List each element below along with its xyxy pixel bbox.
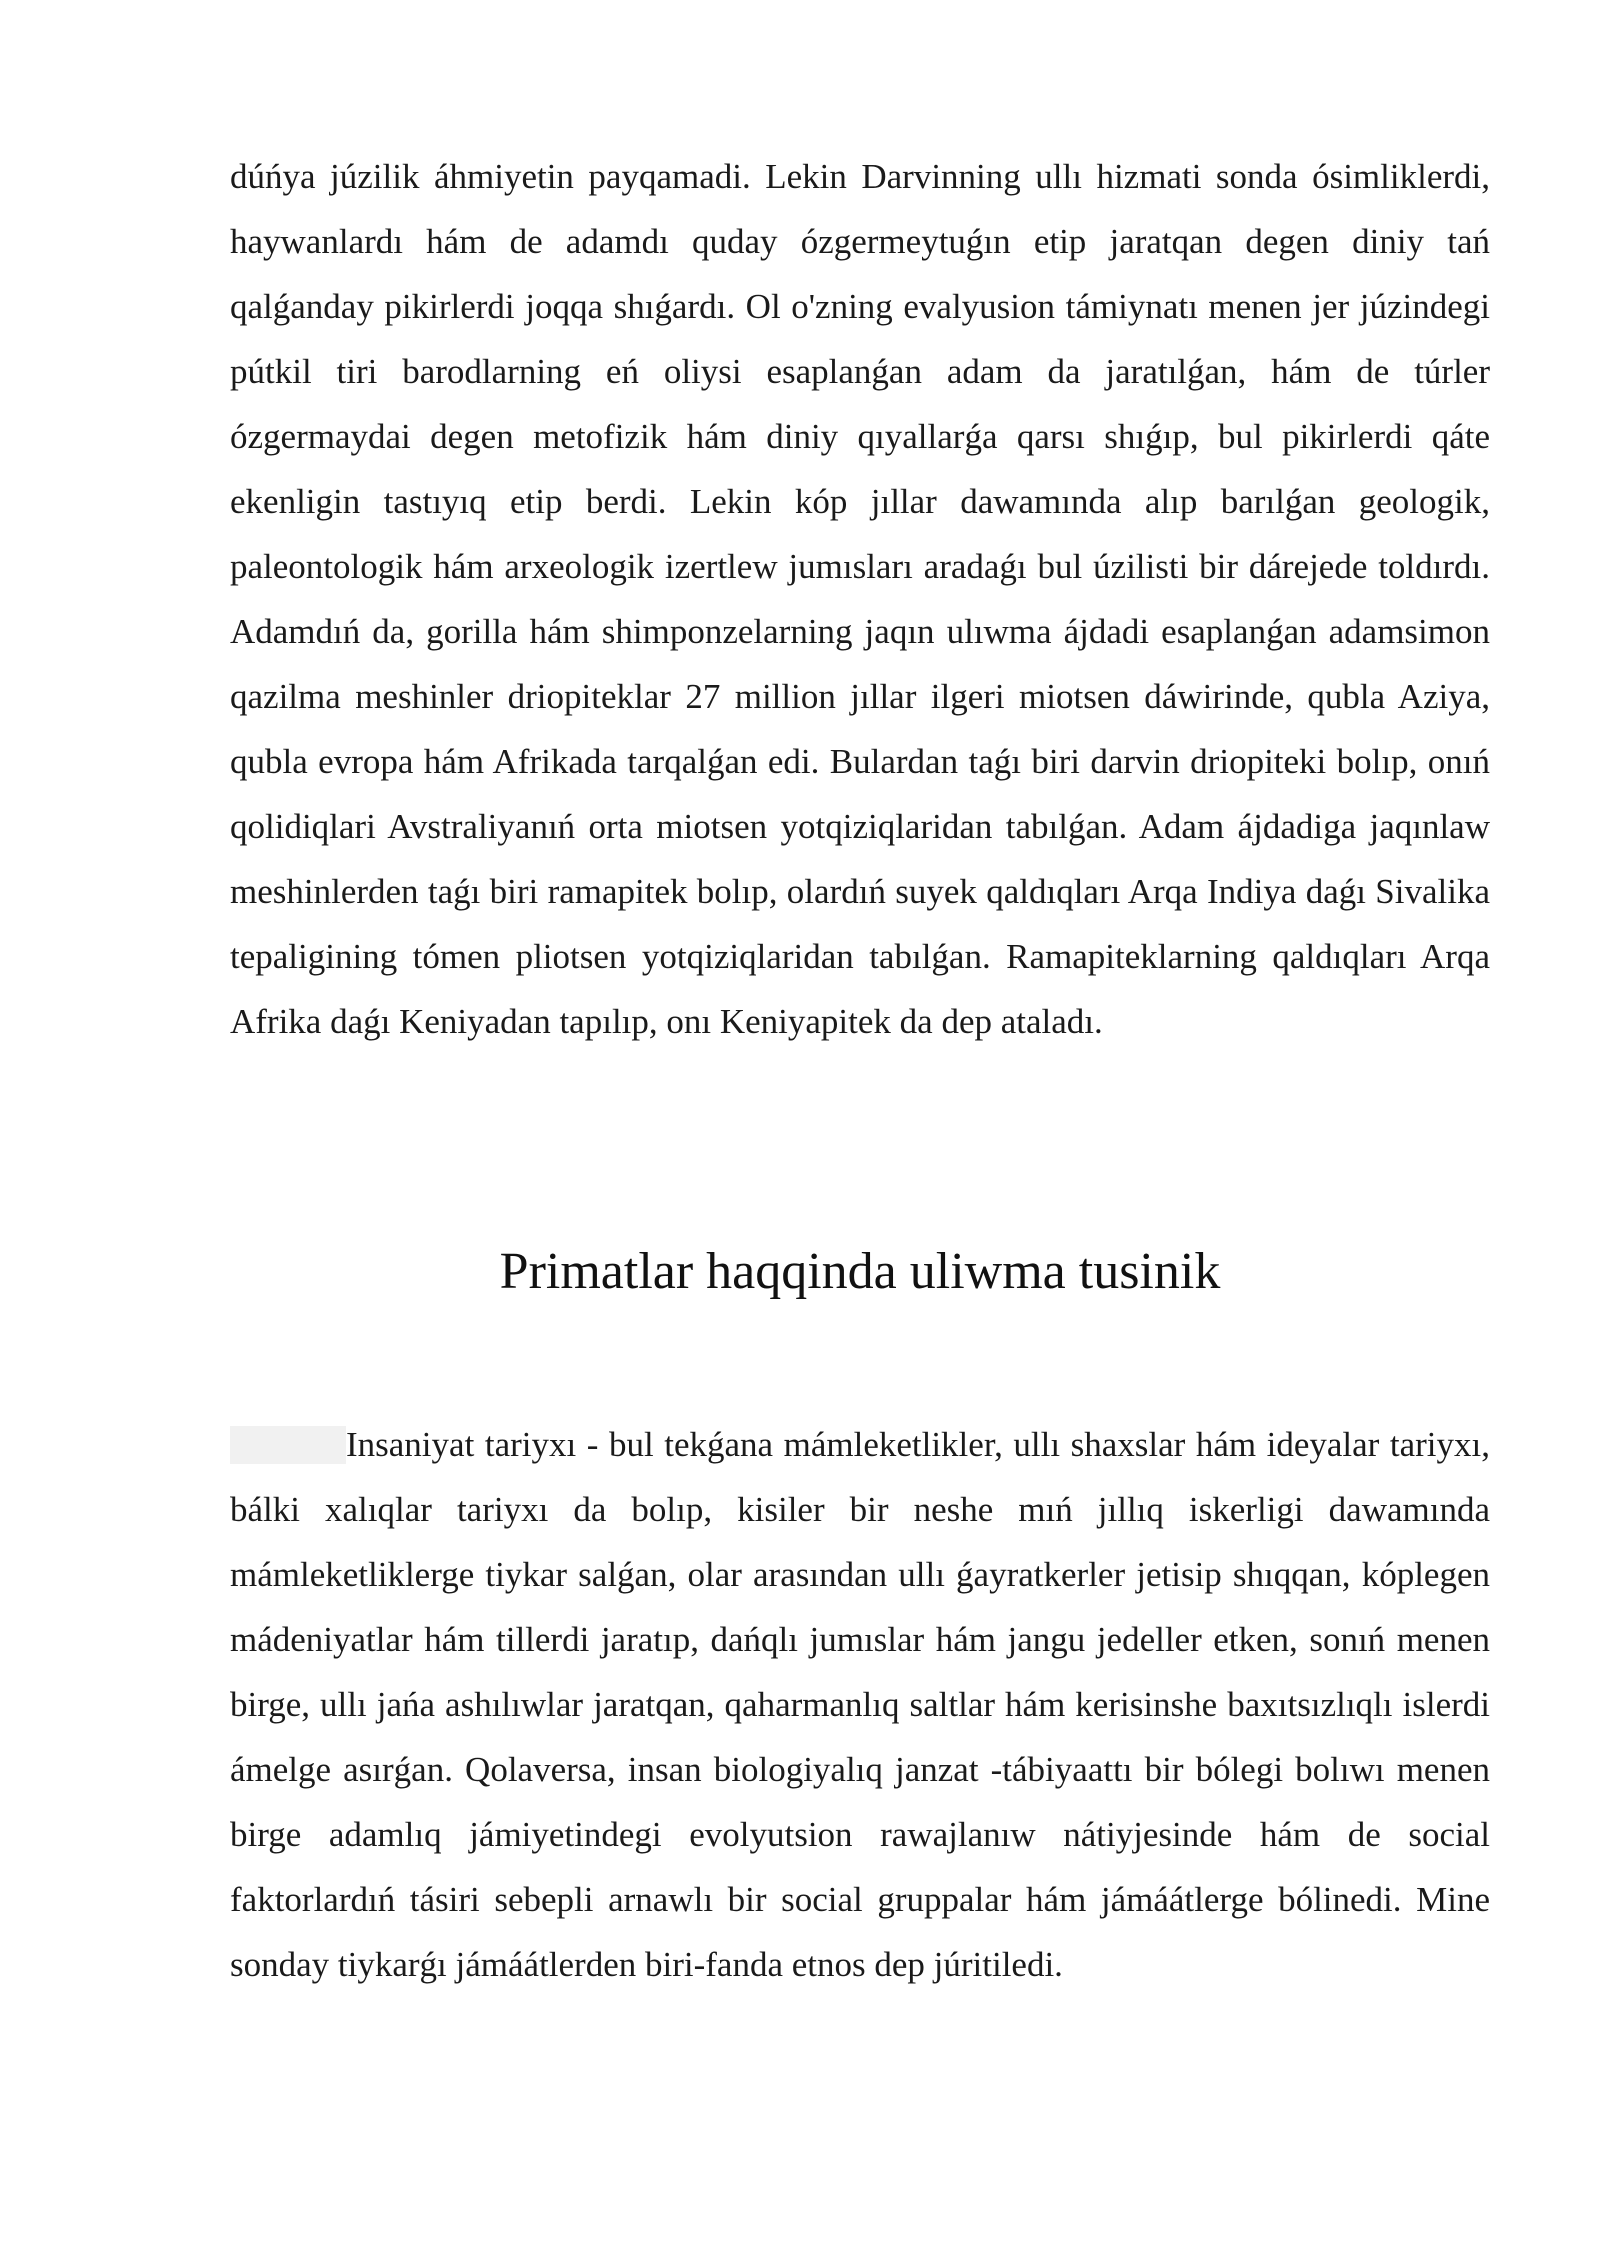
body-paragraph-2-text: Insaniyat tariyxı - bul tekǵana mámleketlikler, ullı shaxslar hám ideyalar tariyxı, bálki xalıqlar tariyxı da bolıp, kisiler bir neshe mıń jıllıq iskerligi dawamında mámleketliklerge tiykar salǵan, olar arasından ullı ǵayratkerler jetisip shıqqan, kóplegen mádeniyatlar hám tillerdi jaratıp, dańqlı jumıslar hám jangu jedeller etken, sonıń menen birge, ullı jańa ashılıwlar jaratqan, qaharmanlıq saltlar hám kerisinshe baxıtsızlıqlı islerdi ámelge asırǵan. Qolaversa, insan biologiyalıq janzat -tábiyaattı bir bólegi bolıwı menen birge adamlıq jámiyetindegi evolyutsion rawajlanıw nátiyjesinde hám de social faktorlardıń tásiri sebepli arnawlı bir social gruppalar hám jámáátlerge bólinedi. Mine sonday tiykarǵı jámáátlerden biri-fanda etnos dep júritiledi.	[230, 1425, 1490, 1984]
section-heading: Primatlar haqqinda uliwma tusinik	[499, 1243, 1221, 1300]
body-paragraph-1: dúńya júzilik áhmiyetin payqamadi. Lekin Darvinning ullı hizmati sonda ósimliklerdi, haywanlardı hám de adamdı quday ózgermeytuǵın etip jaratqan degen diniy tań qalǵanday pikirlerdi joqqa shıǵardı. Ol o'zning evalyusion támiynatı menen jer júzindegi pútkil tiri barodlarning eń oliysi esaplanǵan adam da jaratılǵan, hám de túrler ózgermaydai degen metofizik hám diniy qıyallarǵa qarsı shıǵıp, bul pikirlerdi qáte ekenligin tastıyıq etip berdi. Lekin kóp jıllar dawamında alıp barılǵan geologik, paleontologik hám arxeologik izertlew jumısları aradaǵı bul úzilisti bir dárejede toldırdı. Adamdıń da, gorilla hám shimponzelarning jaqın ulıwma ájdadi esaplanǵan adamsimon qazilma meshinler driopiteklar 27 million jıllar ilgeri miotsen dáwirinde, qubla Aziya, qubla evropa hám Afrikada tarqalǵan edi. Bulardan taǵı biri darvin driopiteki bolıp, onıń qolidiqlari Avstraliyanıń orta miotsen yotqiziqlaridan tabılǵan. Adam ájdadiga jaqınlaw meshinlerden taǵı biri ramapitek bolıp, olardıń suyek qaldıqları Arqa Indiya daǵı Sivalika tepaligining tómen pliotsen yotqiziqlaridan tabılǵan. Ramapiteklarning qaldıqları Arqa Afrika daǵı Keniyadan tapılıp, onı Keniyapitek da dep ataladı.	[230, 157, 1490, 1041]
indent-highlight	[230, 1426, 346, 1464]
body-paragraph-2	[230, 1412, 1490, 1997]
